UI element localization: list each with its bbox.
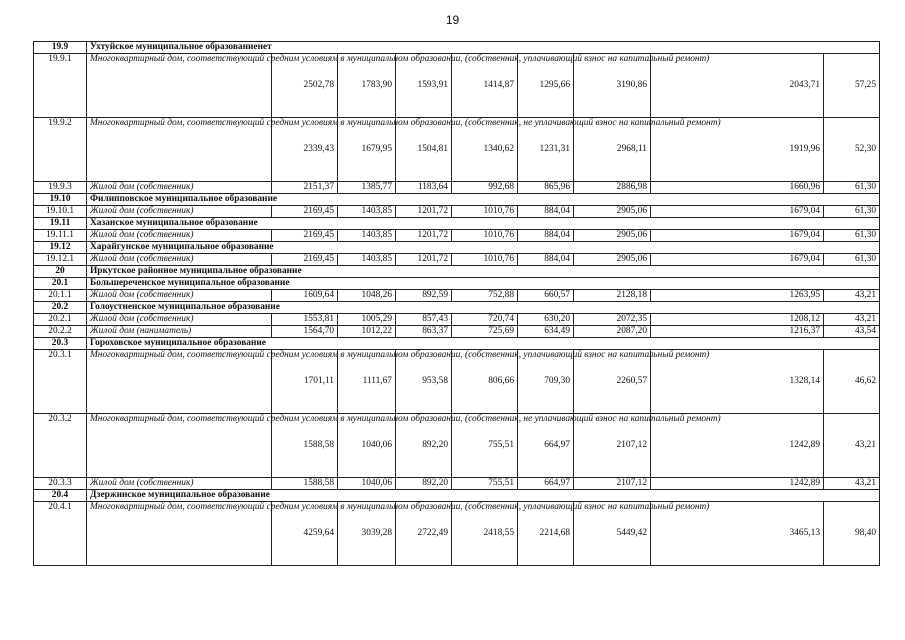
value-cell: 1660,96	[651, 182, 824, 194]
value-cell: 98,40	[824, 502, 880, 566]
row-code: 19.11.1	[34, 230, 87, 242]
section-header-row	[34, 218, 880, 230]
value-cell: 892,59	[396, 290, 452, 302]
section-header-row	[34, 490, 880, 502]
section-code: 19.12	[34, 242, 87, 254]
value-cell: 2905,06	[574, 254, 651, 266]
tariff-table	[33, 41, 880, 566]
row-code: 19.9.1	[34, 54, 87, 118]
row-description: Многоквартирный дом, соответствующий средним условиям в муниципальном образовании, (собственник, уплачивающий взнос на капитальный ремонт)	[87, 350, 272, 414]
value-cell: 2502,78	[272, 54, 338, 118]
value-cell: 1340,62	[452, 118, 518, 182]
value-cell: 892,20	[396, 478, 452, 490]
value-cell: 1504,81	[396, 118, 452, 182]
value-cell: 1231,31	[518, 118, 574, 182]
value-cell: 1242,89	[651, 478, 824, 490]
value-cell: 43,21	[824, 314, 880, 326]
row-description: Многоквартирный дом, соответствующий средним условиям в муниципальном образовании, (собственник, не уплачивающий взнос на капитальный ремонт)	[87, 414, 272, 478]
value-cell: 2214,68	[518, 502, 574, 566]
value-cell: 806,66	[452, 350, 518, 414]
value-cell: 61,30	[824, 182, 880, 194]
page-number: 19	[445, 13, 460, 27]
row-code: 19.9.3	[34, 182, 87, 194]
value-cell: 884,04	[518, 254, 574, 266]
value-cell: 992,68	[452, 182, 518, 194]
value-cell: 664,97	[518, 478, 574, 490]
value-cell: 2169,45	[272, 230, 338, 242]
value-cell: 1783,90	[338, 54, 396, 118]
value-cell: 725,69	[452, 326, 518, 338]
row-description: Жилой дом (собственник)	[87, 206, 272, 218]
value-cell: 1005,29	[338, 314, 396, 326]
value-cell: 1679,04	[651, 254, 824, 266]
section-code: 19.9	[34, 42, 87, 54]
value-cell: 3039,28	[338, 502, 396, 566]
section-header-row	[34, 266, 880, 278]
value-cell: 1295,66	[518, 54, 574, 118]
value-cell: 865,96	[518, 182, 574, 194]
value-cell: 1183,64	[396, 182, 452, 194]
row-code: 20.2.2	[34, 326, 87, 338]
table-row	[34, 414, 880, 478]
value-cell: 755,51	[452, 478, 518, 490]
row-description: Жилой дом (собственник)	[87, 182, 272, 194]
value-cell: 2418,55	[452, 502, 518, 566]
row-code: 20.2.1	[34, 314, 87, 326]
table-row	[34, 254, 880, 266]
table-row	[34, 350, 880, 414]
value-cell: 1010,76	[452, 206, 518, 218]
value-cell: 1201,72	[396, 230, 452, 242]
value-cell: 2905,06	[574, 230, 651, 242]
value-cell: 892,20	[396, 414, 452, 478]
row-description: Жилой дом (собственник)	[87, 478, 272, 490]
value-cell: 3465,13	[651, 502, 824, 566]
section-name: Гороховское муниципальное образование	[87, 338, 880, 350]
value-cell: 660,57	[518, 290, 574, 302]
section-name: Большереченское муниципальное образование	[87, 278, 880, 290]
section-header-row	[34, 338, 880, 350]
value-cell: 43,21	[824, 478, 880, 490]
value-cell: 2968,11	[574, 118, 651, 182]
value-cell: 1111,67	[338, 350, 396, 414]
section-name: Ухтуйское муниципальное образованиенет	[87, 42, 880, 54]
section-name: Филипповское муниципальное образование	[87, 194, 880, 206]
row-description: Многоквартирный дом, соответствующий средним условиям в муниципальном образовании, (собственник, уплачивающий взнос на капитальный ремонт)	[87, 54, 272, 118]
value-cell: 61,30	[824, 230, 880, 242]
value-cell: 57,25	[824, 54, 880, 118]
section-code: 20.1	[34, 278, 87, 290]
row-code: 20.3.2	[34, 414, 87, 478]
value-cell: 1679,04	[651, 206, 824, 218]
section-code: 20.4	[34, 490, 87, 502]
value-cell: 664,97	[518, 414, 574, 478]
value-cell: 5449,42	[574, 502, 651, 566]
value-cell: 43,21	[824, 414, 880, 478]
value-cell: 1385,77	[338, 182, 396, 194]
table-row	[34, 290, 880, 302]
value-cell: 2043,71	[651, 54, 824, 118]
section-code: 20.3	[34, 338, 87, 350]
value-cell: 2722,49	[396, 502, 452, 566]
row-description: Жилой дом (собственник)	[87, 254, 272, 266]
table-row	[34, 54, 880, 118]
value-cell: 857,43	[396, 314, 452, 326]
value-cell: 755,51	[452, 414, 518, 478]
value-cell: 752,88	[452, 290, 518, 302]
section-name: Дзержинское муниципальное образование	[87, 490, 880, 502]
value-cell: 634,49	[518, 326, 574, 338]
value-cell: 2905,06	[574, 206, 651, 218]
value-cell: 1040,06	[338, 414, 396, 478]
table-row	[34, 206, 880, 218]
value-cell: 2169,45	[272, 206, 338, 218]
value-cell: 1701,11	[272, 350, 338, 414]
value-cell: 1040,06	[338, 478, 396, 490]
value-cell: 2072,35	[574, 314, 651, 326]
table-row	[34, 502, 880, 566]
value-cell: 1216,37	[651, 326, 824, 338]
value-cell: 953,58	[396, 350, 452, 414]
value-cell: 46,62	[824, 350, 880, 414]
value-cell: 1593,91	[396, 54, 452, 118]
value-cell: 863,37	[396, 326, 452, 338]
value-cell: 1588,58	[272, 478, 338, 490]
value-cell: 43,54	[824, 326, 880, 338]
value-cell: 1201,72	[396, 254, 452, 266]
row-code: 20.4.1	[34, 502, 87, 566]
value-cell: 2151,37	[272, 182, 338, 194]
value-cell: 4259,64	[272, 502, 338, 566]
section-code: 20	[34, 266, 87, 278]
value-cell: 1010,76	[452, 254, 518, 266]
row-description: Жилой дом (собственник)	[87, 290, 272, 302]
table-row	[34, 478, 880, 490]
value-cell: 1414,87	[452, 54, 518, 118]
value-cell: 884,04	[518, 230, 574, 242]
row-code: 20.1.1	[34, 290, 87, 302]
value-cell: 1919,96	[651, 118, 824, 182]
value-cell: 720,74	[452, 314, 518, 326]
value-cell: 61,30	[824, 206, 880, 218]
section-code: 19.11	[34, 218, 87, 230]
section-header-row	[34, 278, 880, 290]
row-code: 20.3.3	[34, 478, 87, 490]
row-description: Жилой дом (наниматель)	[87, 326, 272, 338]
row-description: Многоквартирный дом, соответствующий средним условиям в муниципальном образовании, (собственник, не уплачивающий взнос на капитальный ремонт)	[87, 118, 272, 182]
section-header-row	[34, 302, 880, 314]
value-cell: 884,04	[518, 206, 574, 218]
row-code: 19.9.2	[34, 118, 87, 182]
value-cell: 3190,86	[574, 54, 651, 118]
value-cell: 1403,85	[338, 230, 396, 242]
value-cell: 1588,58	[272, 414, 338, 478]
value-cell: 2087,20	[574, 326, 651, 338]
table-row	[34, 182, 880, 194]
value-cell: 2339,43	[272, 118, 338, 182]
section-name: Харайгунское муниципальное образование	[87, 242, 880, 254]
section-name: Голоустненское муниципальное образование	[87, 302, 880, 314]
value-cell: 1263,95	[651, 290, 824, 302]
row-code: 19.12.1	[34, 254, 87, 266]
value-cell: 1201,72	[396, 206, 452, 218]
value-cell: 1564,70	[272, 326, 338, 338]
value-cell: 1208,12	[651, 314, 824, 326]
value-cell: 1012,22	[338, 326, 396, 338]
value-cell: 1609,64	[272, 290, 338, 302]
value-cell: 1679,95	[338, 118, 396, 182]
value-cell: 2886,98	[574, 182, 651, 194]
row-description: Жилой дом (собственник)	[87, 314, 272, 326]
section-header-row	[34, 194, 880, 206]
value-cell: 1010,76	[452, 230, 518, 242]
value-cell: 1328,14	[651, 350, 824, 414]
row-code: 19.10.1	[34, 206, 87, 218]
row-description: Многоквартирный дом, соответствующий средним условиям в муниципальном образовании, (собственник, уплачивающий взнос на капитальный ремонт)	[87, 502, 272, 566]
value-cell: 630,20	[518, 314, 574, 326]
table-row	[34, 326, 880, 338]
section-name: Хазанское муниципальное образование	[87, 218, 880, 230]
value-cell: 2107,12	[574, 478, 651, 490]
value-cell: 43,21	[824, 290, 880, 302]
table-row	[34, 118, 880, 182]
table-row	[34, 230, 880, 242]
section-name: Иркутское районное муниципальное образование	[87, 266, 880, 278]
value-cell: 1679,04	[651, 230, 824, 242]
value-cell: 1553,81	[272, 314, 338, 326]
table-row	[34, 314, 880, 326]
row-code: 20.3.1	[34, 350, 87, 414]
value-cell: 2260,57	[574, 350, 651, 414]
value-cell: 1403,85	[338, 206, 396, 218]
section-code: 20.2	[34, 302, 87, 314]
value-cell: 1403,85	[338, 254, 396, 266]
row-description: Жилой дом (собственник)	[87, 230, 272, 242]
value-cell: 1242,89	[651, 414, 824, 478]
value-cell: 52,30	[824, 118, 880, 182]
value-cell: 2107,12	[574, 414, 651, 478]
value-cell: 2128,18	[574, 290, 651, 302]
value-cell: 2169,45	[272, 254, 338, 266]
value-cell: 61,30	[824, 254, 880, 266]
section-header-row	[34, 42, 880, 54]
section-header-row	[34, 242, 880, 254]
value-cell: 709,30	[518, 350, 574, 414]
section-code: 19.10	[34, 194, 87, 206]
value-cell: 1048,26	[338, 290, 396, 302]
